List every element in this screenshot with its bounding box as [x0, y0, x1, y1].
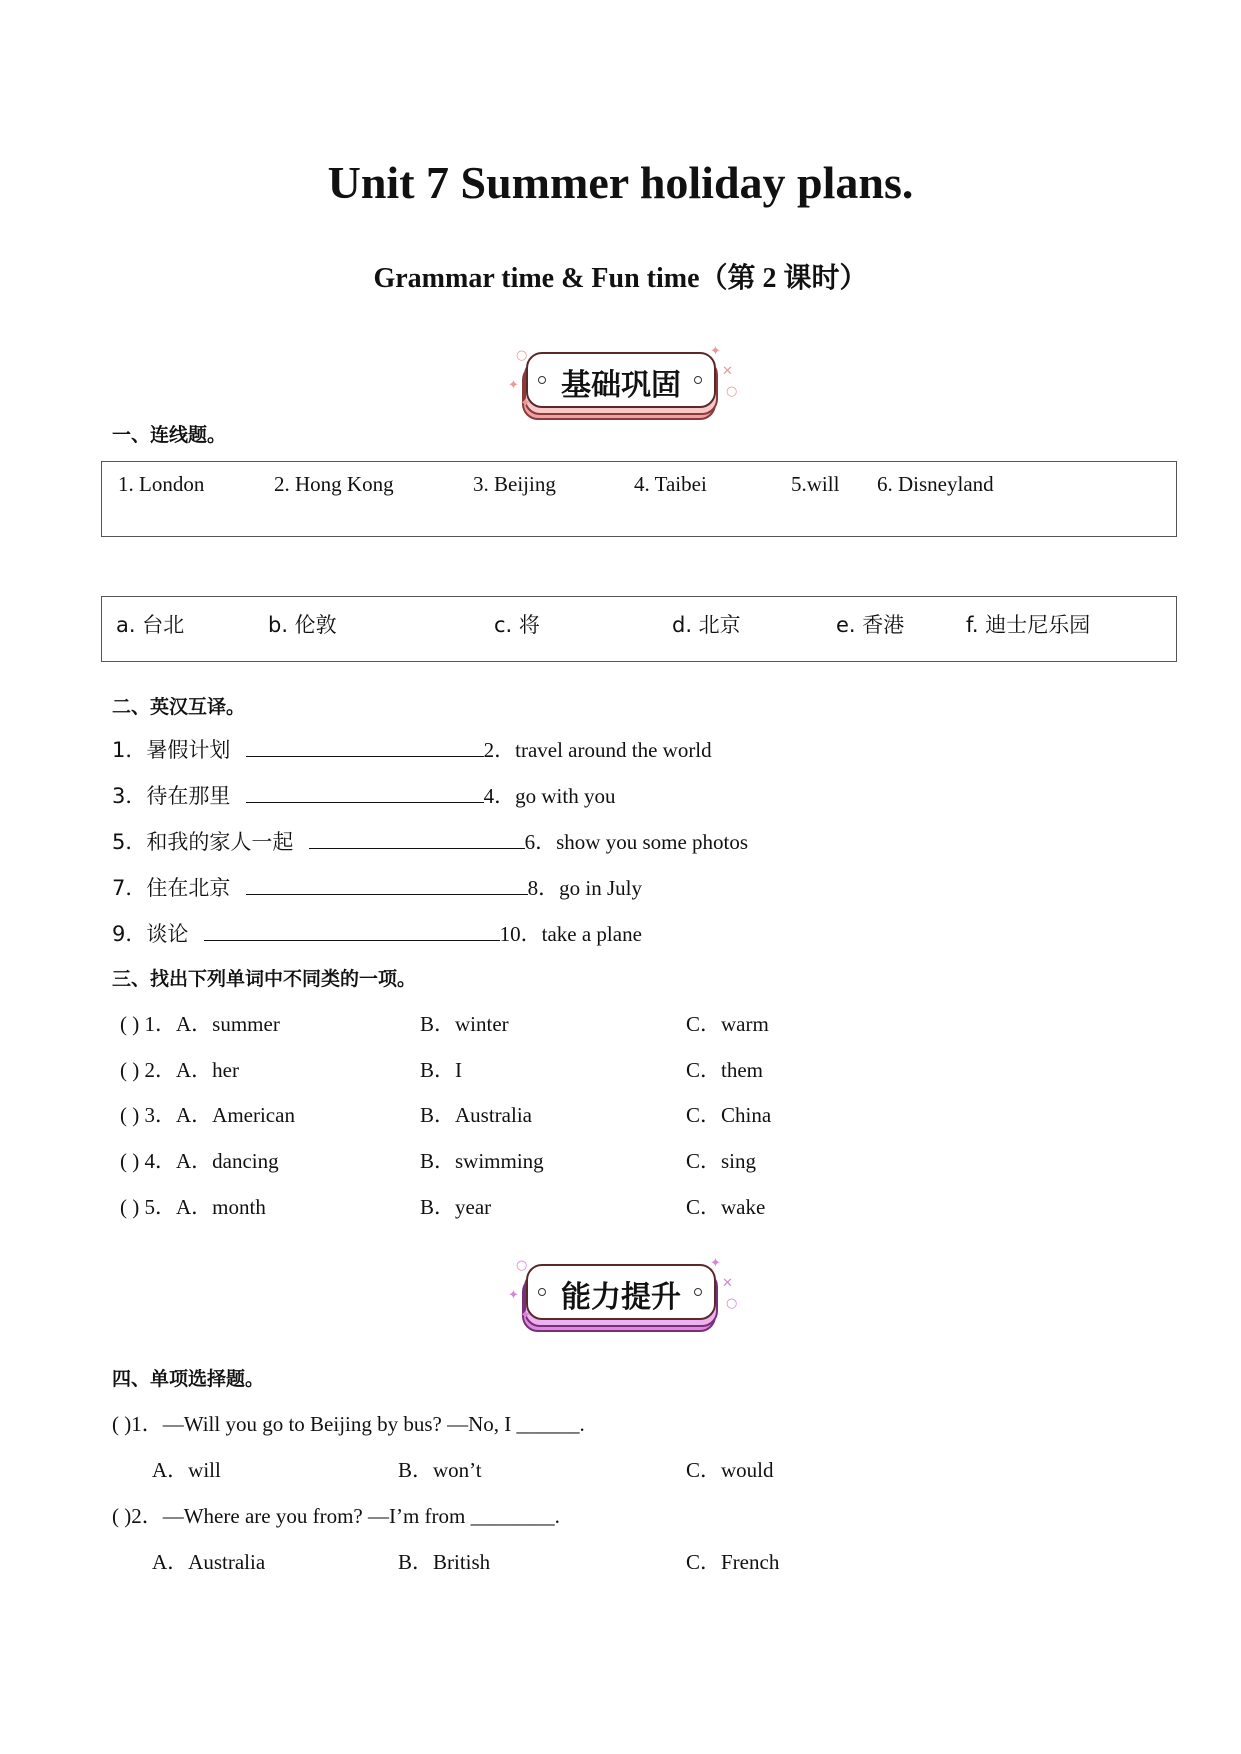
match-item: 2. Hong Kong	[274, 472, 394, 496]
translation-row: 9．谈论 10．take a plane	[112, 918, 642, 948]
match-item: 4. Taibei	[634, 472, 707, 496]
matching-box-chinese	[101, 596, 1177, 662]
match-item: a. 台北	[116, 613, 185, 637]
sparkle-icon: ✦	[710, 344, 721, 359]
translation-row: 1．暑假计划 2．travel around the world	[112, 734, 712, 764]
section-heading: 四、单项选择题。	[112, 1368, 265, 1390]
section-badge-advanced	[508, 1256, 738, 1328]
page-title: Unit 7 Summer holiday plans.	[327, 157, 914, 208]
match-item: d. 北京	[672, 613, 741, 637]
option-b: B．won’t	[398, 1458, 482, 1482]
option-b: B．British	[398, 1550, 491, 1574]
answer-blank[interactable]	[246, 872, 528, 895]
sparkle-icon: ○	[516, 1258, 528, 1273]
answer-blank[interactable]	[246, 780, 484, 803]
translation-row: 7．住在北京 8．go in July	[112, 872, 642, 902]
choice-row-num: ( ) 1．A．summer	[120, 1012, 280, 1036]
sparkle-icon: ○	[726, 384, 738, 399]
sparkle-icon: ○	[726, 1296, 738, 1311]
section-heading: 一、连线题。	[112, 424, 227, 446]
sparkle-icon: ✕	[722, 364, 733, 379]
option-c: C．warm	[686, 1012, 769, 1036]
sparkle-icon: ✦	[508, 378, 519, 393]
answer-blank[interactable]	[204, 918, 500, 941]
match-item: b. 伦敦	[268, 613, 337, 637]
option-a: A．will	[152, 1458, 221, 1482]
answer-blank[interactable]	[246, 734, 484, 757]
option-c: C．sing	[686, 1149, 757, 1173]
match-item: 3. Beijing	[473, 472, 556, 496]
sparkle-icon: ✦	[508, 1288, 519, 1303]
option-a: A．Australia	[152, 1550, 266, 1574]
match-item: 1. London	[118, 472, 205, 496]
match-item: e. 香港	[836, 613, 905, 637]
match-item: f. 迪士尼乐园	[966, 613, 1091, 637]
sparkle-icon: ✦	[520, 396, 531, 411]
question-text: ( )2．—Where are you from? —I’m from ________.	[112, 1504, 560, 1528]
translation-row: 3．待在那里 4．go with you	[112, 780, 615, 810]
answer-blank[interactable]	[309, 826, 525, 849]
option-b: B．I	[420, 1058, 462, 1082]
section-heading: 三、找出下列单词中不同类的一项。	[112, 968, 417, 990]
matching-box-english	[101, 461, 1177, 537]
option-b: B．Australia	[420, 1103, 532, 1127]
option-c: C．China	[686, 1103, 772, 1127]
translation-row: 5．和我的家人一起 6．show you some photos	[112, 826, 748, 856]
section-heading: 二、英汉互译。	[112, 696, 246, 718]
sparkle-icon: ✦	[520, 1308, 531, 1323]
page-subtitle: Grammar time & Fun time（第 2 课时）	[373, 263, 868, 294]
badge-label: 能力提升	[561, 1280, 681, 1315]
option-b: B．year	[420, 1195, 492, 1219]
sparkle-icon: ✕	[722, 1276, 733, 1291]
sparkle-icon: ○	[516, 348, 528, 363]
question-text: ( )1．—Will you go to Beijing by bus? —No, I ______.	[112, 1412, 585, 1436]
option-c: C．would	[686, 1458, 774, 1482]
option-c: C．wake	[686, 1195, 766, 1219]
badge-label: 基础巩固	[561, 368, 681, 403]
choice-row-num: ( ) 5．A．month	[120, 1195, 266, 1219]
choice-row-num: ( ) 2．A．her	[120, 1058, 239, 1082]
match-item: c. 将	[494, 613, 540, 637]
option-b: B．swimming	[420, 1149, 544, 1173]
option-b: B．winter	[420, 1012, 509, 1036]
sparkle-icon: ✦	[710, 1256, 721, 1271]
option-c: C．them	[686, 1058, 763, 1082]
section-badge-basic	[508, 344, 738, 416]
choice-row-num: ( ) 4．A．dancing	[120, 1149, 279, 1173]
choice-row-num: ( ) 3．A．American	[120, 1103, 295, 1127]
option-c: C．French	[686, 1550, 780, 1574]
match-item: 5.will	[791, 472, 840, 496]
match-item: 6. Disneyland	[877, 472, 994, 496]
